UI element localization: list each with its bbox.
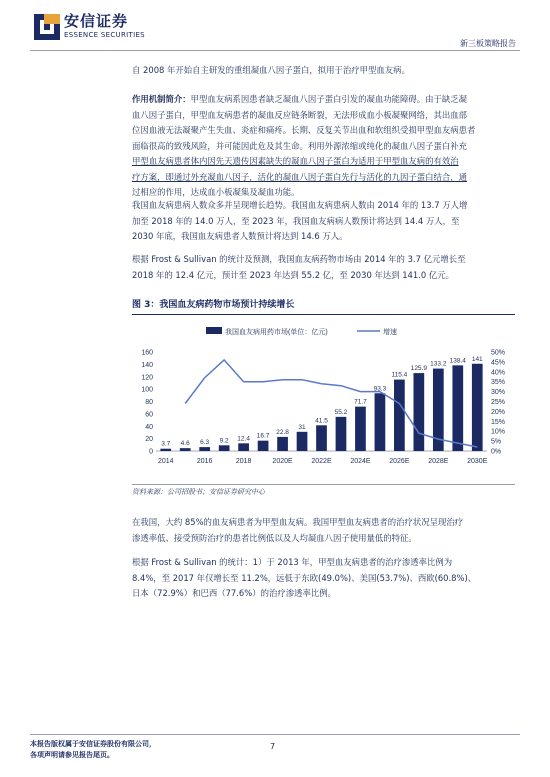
- bar-value-label: 55.2: [334, 408, 348, 416]
- y2-tick-label: 20%: [491, 408, 506, 416]
- bar: [160, 449, 171, 451]
- bar: [199, 447, 210, 451]
- bar-value-label: 3.7: [161, 440, 171, 448]
- brand: [64, 13, 145, 40]
- x-tick-label: 2016: [196, 458, 213, 465]
- bar: [238, 443, 249, 451]
- report-type: 新三板策略报告: [460, 39, 516, 48]
- y2-tick-label: 25%: [491, 399, 506, 406]
- page-number: 7: [270, 742, 276, 751]
- text-line: 2018 年的 12.4 亿元，预计至 2023 年达到 55.2 亿，至 2030 年达到 141.0 亿元。: [132, 269, 454, 280]
- brand-name-cn: 安信证券: [64, 12, 129, 30]
- bar: [413, 373, 424, 451]
- y2-tick-label: 10%: [491, 428, 506, 436]
- bar: [355, 407, 366, 451]
- text-span: 甲型血友病系因患者缺乏凝血八因子蛋白引发的凝血功能障碍。由于缺乏凝: [190, 94, 467, 104]
- bar-value-label: 93.3: [373, 385, 387, 393]
- text-line: 8.4%，至 2017 年仅增长至 11.2%，远低于东欧(49.0%)、美国(53.7%)、西欧(60.8%)、: [132, 572, 477, 583]
- brand-name-en: ESSENCE SECURITIES: [64, 31, 145, 39]
- legend-bar-swatch: [206, 327, 222, 334]
- bar-value-label: 133.2: [430, 360, 447, 368]
- bar-value-label: 9.2: [219, 437, 229, 445]
- bar-value-label: 125.9: [410, 365, 427, 373]
- paragraph-hemophilia-a: [132, 515, 515, 546]
- disclaimer-line: 本报告版权属于安信证券股份有限公司，: [30, 740, 156, 748]
- text-line: 我国血友病患病人数众多并呈现增长趋势。我国血友病患病人数由 2014 年的 13.7 万人增: [132, 200, 468, 210]
- x-tick-label: 2026E: [389, 458, 410, 465]
- y-tick-label: 160: [141, 349, 153, 357]
- header-divider: [30, 50, 520, 51]
- bar-value-label: 41.5: [315, 417, 328, 425]
- bar-value-label: 16.7: [256, 432, 270, 440]
- chart-legend: [206, 327, 397, 336]
- text-line: 2030 年底，我国血友病患者人数预计将达到 14.6 万人。: [132, 231, 348, 241]
- bar-value-label: 4.6: [180, 440, 190, 448]
- mechanism-label: 作用机制简介：: [132, 94, 191, 104]
- y-tick-label: 80: [145, 399, 153, 406]
- paragraph-mechanism: [132, 92, 515, 201]
- bar-value-label: 22.8: [276, 428, 289, 436]
- paragraph-penetration: [132, 555, 515, 602]
- y2-tick-label: 50%: [491, 349, 506, 357]
- figure-source: 资料来源：公司招股书；安信证券研究中心: [132, 488, 265, 496]
- paragraph-market: [132, 252, 515, 283]
- bar: [277, 437, 288, 451]
- text-line: 疗方案，即通过外充凝血八因子，活化的凝血八因子蛋白先行与活化的九因子蛋白结合，通: [132, 171, 467, 182]
- y-tick-label: 0: [149, 448, 153, 456]
- text-line: 根据 Frost & Sullivan 的统计：1）于 2013 年，甲型血友病患者的治疗渗透率比例为: [132, 557, 453, 567]
- footer-disclaimer: [30, 739, 156, 761]
- y2-tick-label: 30%: [491, 389, 506, 397]
- footer-divider: [30, 734, 520, 735]
- bar: [219, 445, 230, 451]
- text-line: 在我国，大约 85%的血友病患者为甲型血友病。我国甲型血友病患者的治疗状况呈现治疗: [132, 517, 464, 527]
- text-line: 面临很高的致残风险，并可能因此危及其生命。利用外源浓缩或纯化的凝血八因子蛋白补充: [132, 140, 467, 151]
- bar-value-label: 71.7: [354, 398, 367, 406]
- market-chart: [132, 320, 515, 480]
- bar: [316, 425, 327, 451]
- paragraph-patients: [132, 198, 515, 245]
- y-tick-label: 20: [145, 436, 153, 444]
- bar: [297, 432, 308, 451]
- y2-tick-label: 15%: [491, 418, 506, 426]
- y-tick-label: 100: [141, 386, 153, 394]
- figure-title: 图 3：我国血友病药物市场预计持续增长: [132, 297, 515, 315]
- text-line: 加至 2018 年的 14.0 万人，至 2023 年，我国血友病病人数预计将达到 14.4 万人，至: [132, 215, 460, 226]
- bar-value-label: 31: [298, 423, 306, 431]
- text-line: 位因血液无法凝聚产生失血、炎症和痛疼。长期、反复关节出血和软组织受损甲型血友病患者: [132, 125, 476, 135]
- bar: [394, 380, 405, 451]
- x-tick-label: 2024E: [350, 458, 371, 465]
- y2-tick-label: 35%: [491, 379, 506, 387]
- bar: [472, 364, 483, 451]
- text-line: [132, 92, 515, 108]
- bar-value-label: 138.4: [449, 357, 466, 365]
- bar-value-label: 115.4: [391, 371, 408, 379]
- y-tick-label: 140: [141, 361, 153, 369]
- bar: [452, 365, 463, 451]
- text-line: 渗透率低、接受预防治疗的患者比例低以及人均凝血八因子使用量低的特征。: [132, 532, 417, 543]
- paragraph-intro: [132, 63, 515, 79]
- bar: [375, 393, 386, 451]
- bar-value-label: 6.3: [200, 439, 210, 447]
- disclaimer-line: 各项声明请参见报告尾页。: [30, 751, 114, 759]
- source-divider: [132, 484, 515, 485]
- x-tick-label: 2018: [235, 458, 252, 465]
- bar: [258, 441, 269, 451]
- x-tick-label: 2022E: [311, 458, 332, 465]
- y-tick-label: 60: [145, 411, 153, 419]
- y2-tick-label: 40%: [491, 369, 506, 377]
- company-logo-icon: [34, 14, 60, 40]
- y-tick-label: 120: [141, 374, 153, 382]
- y2-tick-label: 5%: [491, 438, 502, 446]
- x-tick-label: 2020E: [272, 458, 293, 465]
- y2-tick-label: 45%: [491, 359, 506, 367]
- text-line: 血八因子蛋白，甲型血友病患者的凝血反应链条断裂，无法形成血小板凝聚网络，其出血部: [132, 109, 467, 120]
- text-line: 日本（72.9%）和巴西（77.6%）的治疗渗透率比例。: [132, 588, 336, 598]
- text-line: 过相应的作用，达成血小板凝集及凝血功能。: [132, 187, 300, 197]
- text-line: 自 2008 年开始自主研发的重组凝血八因子蛋白，拟用于治疗甲型血友病。: [132, 65, 410, 75]
- legend-label-market: 我国血友病用药市场(单位：亿元): [225, 329, 328, 336]
- x-tick-label: 2028E: [428, 458, 449, 465]
- legend-label-growth: 增速: [383, 329, 397, 336]
- bar-value-label: 141: [471, 355, 483, 363]
- y-tick-label: 40: [145, 423, 153, 431]
- text-line: 根据 Frost & Sullivan 的统计及预测，我国血友病药物市场由 2014 年的 3.7 亿元增长至: [132, 254, 466, 264]
- y2-tick-label: 0%: [491, 448, 502, 456]
- x-tick-label: 2030E: [467, 458, 488, 465]
- bar-value-label: 12.4: [237, 435, 250, 443]
- bar: [180, 448, 191, 451]
- x-tick-label: 2014: [157, 458, 174, 465]
- text-line: 甲型血友病患者体内因先天遗传因素缺失的凝血八因子蛋白为适用于甲型血友病的有效治: [132, 156, 459, 166]
- bar: [336, 417, 347, 451]
